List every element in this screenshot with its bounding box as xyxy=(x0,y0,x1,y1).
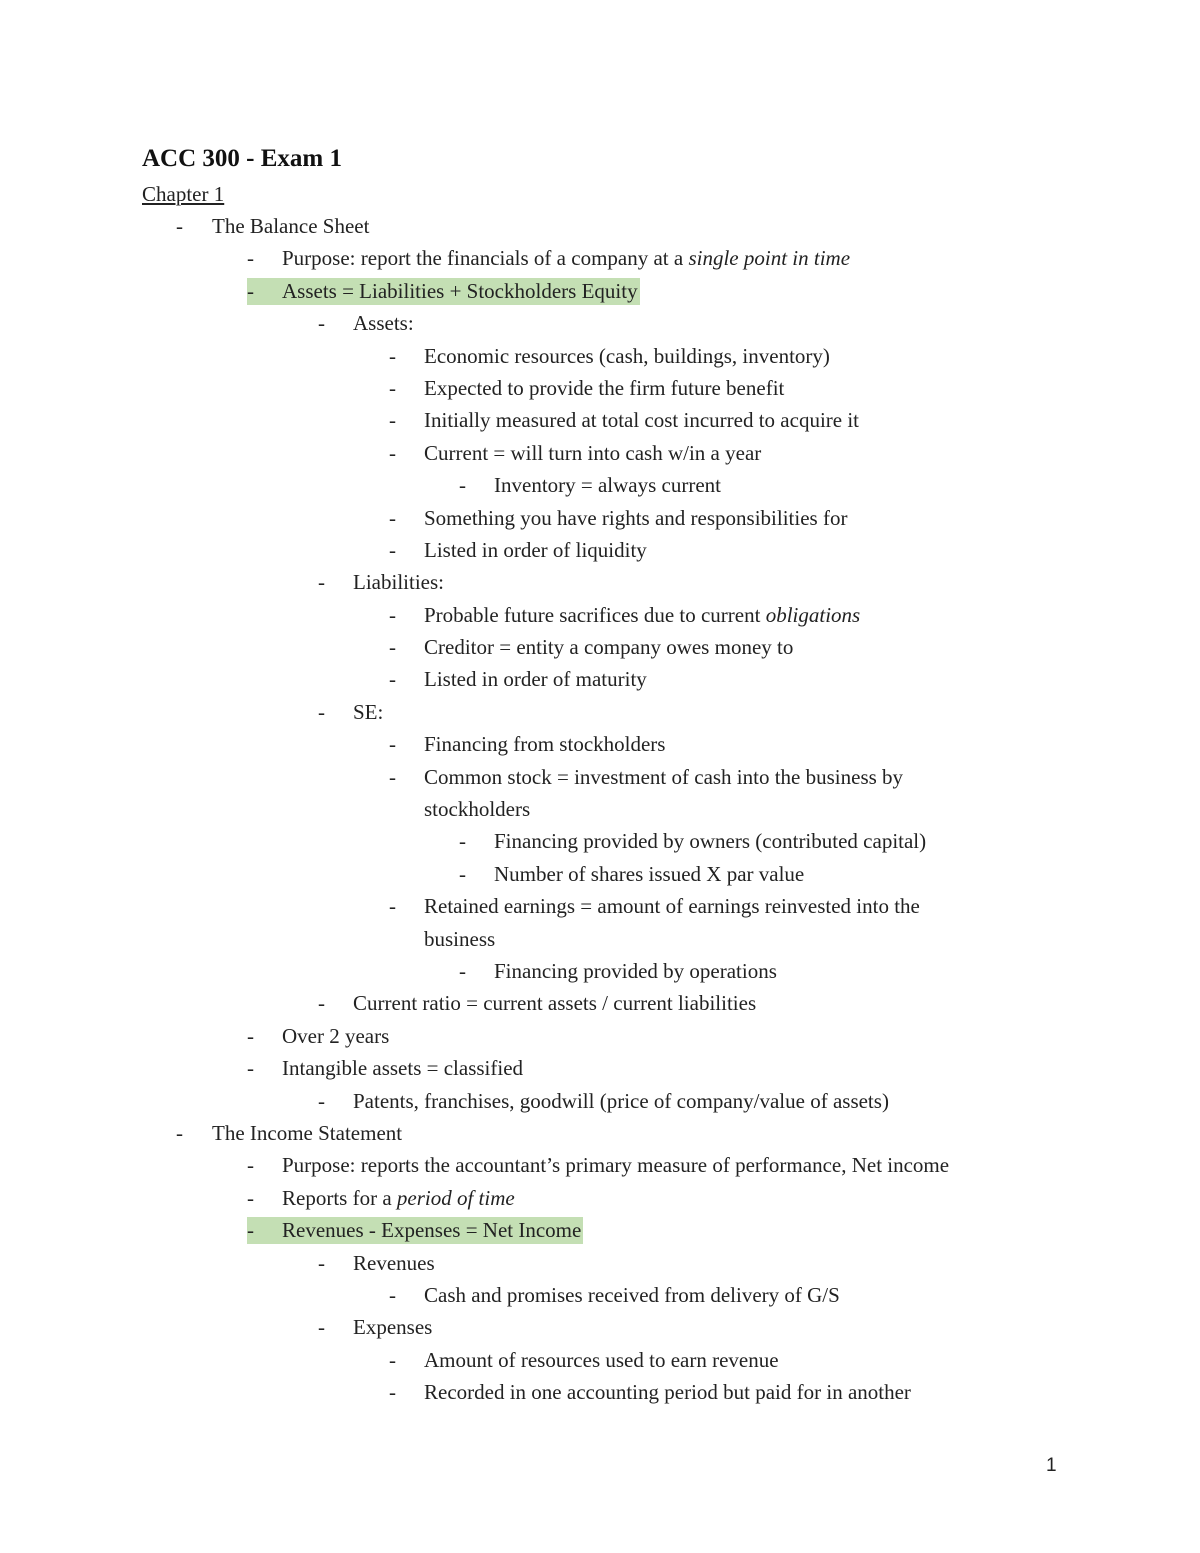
outline-item xyxy=(0,665,1200,697)
dash-bullet-icon: - xyxy=(247,246,254,271)
outline-item xyxy=(0,925,1200,957)
outline-item-text: Liabilities: xyxy=(353,570,444,595)
outline-item-text: Expected to provide the firm future benefit xyxy=(424,375,785,400)
outline-item-text: Creditor = entity a company owes money to xyxy=(424,635,794,660)
outline-item-text: Something you have rights and responsibilities for xyxy=(424,505,848,530)
outline-item xyxy=(0,1216,1200,1248)
bullet-outline xyxy=(0,212,1200,1410)
dash-bullet-icon: - xyxy=(247,278,254,303)
outline-item-text: Initially measured at total cost incurred to acquire it xyxy=(424,408,860,433)
outline-item-text: Assets = Liabilities + Stockholders Equity xyxy=(282,278,638,303)
outline-item xyxy=(0,633,1200,665)
outline-item-text: Economic resources (cash, buildings, inventory) xyxy=(424,343,830,368)
outline-item-text: SE: xyxy=(353,699,384,724)
outline-item xyxy=(0,568,1200,600)
outline-item-text: Listed in order of maturity xyxy=(424,667,647,692)
dash-bullet-icon: - xyxy=(389,1282,396,1307)
outline-item xyxy=(0,1119,1200,1151)
dash-bullet-icon: - xyxy=(389,635,396,660)
dash-bullet-icon: - xyxy=(389,1380,396,1405)
outline-item-text: Financing provided by owners (contributed capital) xyxy=(494,829,927,854)
outline-item-text: Expenses xyxy=(353,1315,433,1340)
outline-item xyxy=(0,1249,1200,1281)
outline-item xyxy=(0,342,1200,374)
outline-item xyxy=(0,406,1200,438)
outline-item xyxy=(0,698,1200,730)
outline-item-text: The Balance Sheet xyxy=(212,214,370,238)
outline-item xyxy=(0,1151,1200,1183)
outline-item xyxy=(0,277,1200,309)
outline-item-text: stockholders xyxy=(424,797,531,822)
outline-item xyxy=(0,1087,1200,1119)
dash-bullet-icon: - xyxy=(247,1023,254,1048)
text-run: Reports for a xyxy=(282,1185,397,1210)
outline-item-text: Over 2 years xyxy=(282,1023,390,1048)
outline-item-text: Financing from stockholders xyxy=(424,732,666,757)
dash-bullet-icon: - xyxy=(176,214,183,238)
dash-bullet-icon: - xyxy=(389,408,396,433)
outline-item xyxy=(0,892,1200,924)
outline-item xyxy=(0,989,1200,1021)
outline-item xyxy=(0,795,1200,827)
dash-bullet-icon: - xyxy=(389,764,396,789)
outline-item xyxy=(0,212,1200,244)
dash-bullet-icon: - xyxy=(318,1315,325,1340)
dash-bullet-icon: - xyxy=(318,1250,325,1275)
dash-bullet-icon: - xyxy=(389,732,396,757)
dash-bullet-icon: - xyxy=(318,991,325,1016)
dash-bullet-icon: - xyxy=(247,1153,254,1178)
document-title: ACC 300 - Exam 1 xyxy=(142,145,342,172)
dash-bullet-icon: - xyxy=(389,505,396,530)
outline-item xyxy=(0,730,1200,762)
dash-bullet-icon: - xyxy=(318,570,325,595)
dash-bullet-icon: - xyxy=(389,440,396,465)
italic-text: period of time xyxy=(396,1185,515,1210)
text-run: Purpose: report the financials of a company at a xyxy=(282,246,689,271)
outline-item-text: Purpose: reports the accountant’s primary measure of performance, Net income xyxy=(282,1153,950,1178)
outline-item xyxy=(0,374,1200,406)
outline-item-text: Revenues - Expenses = Net Income xyxy=(282,1218,582,1243)
outline-item-text: Current ratio = current assets / current liabilities xyxy=(353,991,757,1016)
outline-item xyxy=(0,439,1200,471)
outline-item xyxy=(0,504,1200,536)
outline-item-text: Retained earnings = amount of earnings reinvested into the xyxy=(424,894,920,919)
dash-bullet-icon: - xyxy=(459,829,466,854)
outline-item-text: business xyxy=(424,926,496,951)
dash-bullet-icon: - xyxy=(459,473,466,498)
outline-item xyxy=(0,1281,1200,1313)
outline-item xyxy=(0,471,1200,503)
dash-bullet-icon: - xyxy=(389,375,396,400)
dash-bullet-icon: - xyxy=(389,1347,396,1372)
outline-item-text xyxy=(282,244,850,273)
dash-bullet-icon: - xyxy=(318,311,325,336)
outline-item xyxy=(0,536,1200,568)
outline-item xyxy=(0,957,1200,989)
dash-bullet-icon: - xyxy=(247,1218,254,1243)
outline-item-text: Common stock = investment of cash into the business by xyxy=(424,764,904,789)
outline-item-text: The Income Statement xyxy=(212,1120,403,1145)
outline-item xyxy=(0,601,1200,633)
outline-item-text: Financing provided by operations xyxy=(494,958,777,983)
outline-item xyxy=(0,1184,1200,1216)
outline-item xyxy=(0,1313,1200,1345)
italic-text: obligations xyxy=(765,602,861,627)
outline-item-text: Recorded in one accounting period but paid for in another xyxy=(424,1380,911,1405)
dash-bullet-icon: - xyxy=(318,699,325,724)
outline-item xyxy=(0,1346,1200,1378)
dash-bullet-icon: - xyxy=(389,894,396,919)
dash-bullet-icon: - xyxy=(318,1088,325,1113)
dash-bullet-icon: - xyxy=(459,861,466,886)
dash-bullet-icon: - xyxy=(176,1120,183,1145)
outline-item xyxy=(0,1022,1200,1054)
dash-bullet-icon: - xyxy=(247,1185,254,1210)
outline-item-text: Intangible assets = classified xyxy=(282,1056,524,1081)
outline-item-text xyxy=(424,601,860,630)
outline-item xyxy=(0,1378,1200,1410)
outline-item-text: Revenues xyxy=(353,1250,435,1275)
outline-item xyxy=(0,1054,1200,1086)
outline-item-text: Listed in order of liquidity xyxy=(424,537,647,562)
outline-item xyxy=(0,309,1200,341)
page-number: 1 xyxy=(1046,1455,1057,1476)
outline-item xyxy=(0,763,1200,795)
outline-item-text xyxy=(282,1184,515,1213)
outline-item xyxy=(0,827,1200,859)
outline-item xyxy=(0,244,1200,276)
dash-bullet-icon: - xyxy=(389,667,396,692)
outline-item-text: Patents, franchises, goodwill (price of company/value of assets) xyxy=(353,1088,889,1113)
dash-bullet-icon: - xyxy=(389,343,396,368)
dash-bullet-icon: - xyxy=(389,602,396,627)
outline-item-text: Assets: xyxy=(353,311,414,336)
italic-text: single point in time xyxy=(688,246,851,271)
outline-item-text: Number of shares issued X par value xyxy=(494,861,805,886)
outline-item-text: Current = will turn into cash w/in a year xyxy=(424,440,762,465)
dash-bullet-icon: - xyxy=(389,537,396,562)
outline-item-text: Cash and promises received from delivery of G/S xyxy=(424,1282,840,1307)
text-run: Probable future sacrifices due to current xyxy=(424,602,766,627)
outline-item xyxy=(0,860,1200,892)
dash-bullet-icon: - xyxy=(247,1056,254,1081)
outline-item-text: Amount of resources used to earn revenue xyxy=(424,1347,779,1372)
dash-bullet-icon: - xyxy=(459,958,466,983)
chapter-heading: Chapter 1 xyxy=(142,182,225,206)
outline-item-text: Inventory = always current xyxy=(494,473,722,498)
